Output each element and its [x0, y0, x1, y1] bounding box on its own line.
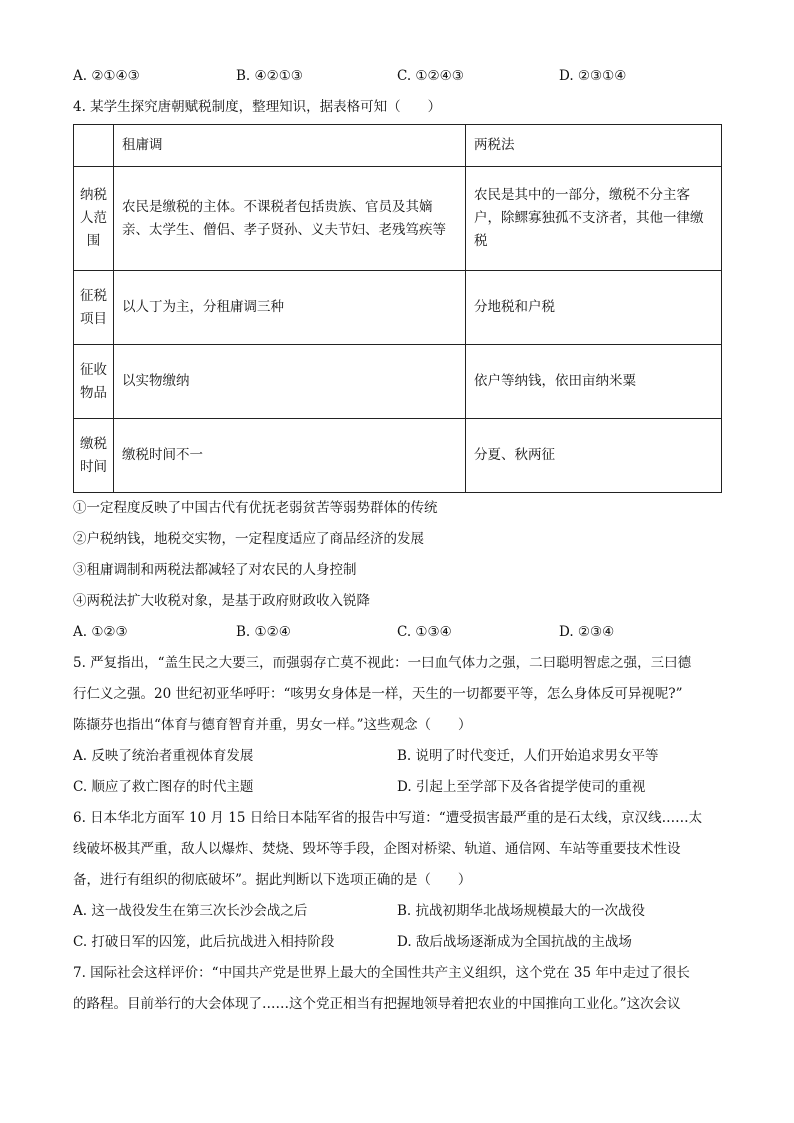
q6-option-d[interactable]: D. 敌后战场逐渐成为全国抗战的主战场 [397, 934, 632, 950]
q6-option-b[interactable]: B. 抗战初期华北战场规模最大的一次战役 [397, 903, 646, 919]
q6-options-row-1 [73, 902, 723, 920]
cell-zuyongdiao: 农民是缴税的主体。不课税者包括贵族、官员及其嫡亲、太学生、僧侣、孝子贤孙、义夫节妇、老残笃疾等 [114, 167, 466, 271]
cell-zuyongdiao: 以实物缴纳 [114, 345, 466, 419]
q3-option-d[interactable]: D. ②③①④ [559, 68, 627, 84]
tax-comparison-table [73, 124, 722, 493]
q7-stem-line-1: 7. 国际社会这样评价：“中国共产党是世界上最大的全国性共产主义组织，这个党在 35 年中走过了很长 [73, 965, 690, 981]
cell-zuyongdiao: 以人丁为主，分租庸调三种 [114, 271, 466, 345]
table-header-zuyongdiao: 租庸调 [114, 125, 466, 167]
q5-option-a[interactable]: A. 反映了统治者重视体育发展 [73, 748, 254, 764]
q5-options-row-1 [73, 747, 723, 765]
q4-stem: 4. 某学生探究唐朝赋税制度，整理知识，据表格可知（ ） [73, 99, 442, 115]
q4-option-d[interactable]: D. ②③④ [559, 624, 615, 640]
row-label-taxpayer-scope: 纳税人范围 [74, 167, 114, 271]
q4-statement-4: ④两税法扩大收税对象，是基于政府财政收入锐降 [73, 593, 370, 609]
q5-option-d[interactable]: D. 引起上至学部下及各省提学使司的重视 [397, 779, 646, 795]
q4-option-b[interactable]: B. ①②④ [236, 624, 291, 640]
row-label-tax-time: 缴税时间 [74, 419, 114, 493]
q5-option-c[interactable]: C. 顺应了救亡图存的时代主题 [73, 779, 254, 795]
table-row [74, 167, 722, 271]
q6-stem-line-1: 6. 日本华北方面军 10 月 15 日给日本陆军省的报告中写道：“遭受损害最严重的是石太线，京汉线……太 [73, 810, 703, 826]
q7-stem-line-2: 的路程。目前举行的大会体现了……这个党正相当有把握地领导着把农业的中国推向工业化。”这次会议 [73, 996, 681, 1012]
row-label-tax-items: 征税项目 [74, 271, 114, 345]
q3-option-a[interactable]: A. ②①④③ [73, 68, 140, 84]
q4-statement-2: ②户税纳钱，地税交实物，一定程度适应了商品经济的发展 [73, 531, 424, 547]
q6-option-c[interactable]: C. 打破日军的囚笼，此后抗战进入相持阶段 [73, 934, 335, 950]
q5-stem-line-1: 5. 严复指出，“盖生民之大要三，而强弱存亡莫不视此：一曰血气体力之强，二曰聪明智虑之强，三曰德 [73, 655, 692, 671]
q3-options [73, 67, 723, 85]
table-row [74, 345, 722, 419]
table-row [74, 271, 722, 345]
q4-statement-3: ③租庸调制和两税法都减轻了对农民的人身控制 [73, 562, 357, 578]
cell-liangshuifa: 农民是其中的一部分，缴税不分主客户，除鳏寡独孤不支济者，其他一律缴税 [466, 167, 722, 271]
q5-stem-line-3: 陈撷芬也指出“体育与德育智育并重，男女一样。”这些观念（ ） [73, 717, 472, 733]
table-header-liangshuifa: 两税法 [466, 125, 722, 167]
q4-option-a[interactable]: A. ①②③ [73, 624, 128, 640]
q6-option-a[interactable]: A. 这一战役发生在第三次长沙会战之后 [73, 903, 308, 919]
cell-zuyongdiao: 缴税时间不一 [114, 419, 466, 493]
q3-option-b[interactable]: B. ④②①③ [236, 68, 303, 84]
row-label-tax-goods: 征收物品 [74, 345, 114, 419]
table-header-empty [74, 125, 114, 167]
q5-stem-line-2: 行仁义之强。20 世纪初亚华呼吁：“咳男女身体是一样，天生的一切都要平等，怎么身体反可异视呢?” [73, 686, 683, 702]
q4-option-c[interactable]: C. ①③④ [397, 624, 452, 640]
q4-options [73, 623, 723, 641]
cell-liangshuifa: 依户等纳钱，依田亩纳米粟 [466, 345, 722, 419]
cell-liangshuifa: 分夏、秋两征 [466, 419, 722, 493]
q3-option-c[interactable]: C. ①②④③ [397, 68, 464, 84]
q5-options-row-2 [73, 778, 723, 796]
q4-statement-1: ①一定程度反映了中国古代有优抚老弱贫苦等弱势群体的传统 [73, 500, 438, 516]
q6-stem-line-3: 备，进行有组织的彻底破坏”。据此判断以下选项正确的是（ ） [73, 872, 472, 888]
q6-stem-line-2: 线破坏极其严重，敌人以爆炸、焚烧、毁坏等手段，企图对桥梁、轨道、通信网、车站等重要技术性设 [73, 841, 681, 857]
table-header-row [74, 125, 722, 167]
cell-liangshuifa: 分地税和户税 [466, 271, 722, 345]
q5-option-b[interactable]: B. 说明了时代变迁，人们开始追求男女平等 [397, 748, 659, 764]
table-row [74, 419, 722, 493]
q6-options-row-2 [73, 933, 723, 951]
